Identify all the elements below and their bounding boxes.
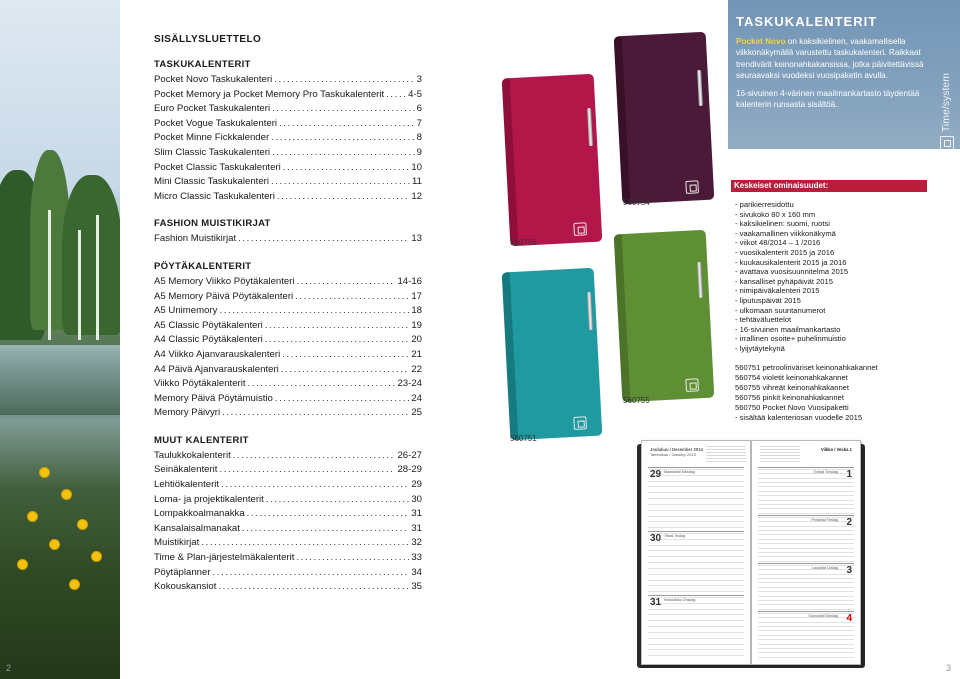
toc-entry-label: Kansalaisalmanakat [154, 522, 240, 534]
toc-entry-page: 7 [416, 117, 422, 129]
toc-leader-dots [219, 304, 409, 319]
toc-entry[interactable] [154, 566, 422, 581]
section-header [728, 0, 960, 149]
toc-entry-page: 3 [416, 74, 422, 85]
toc-entry-label: Loma- ja projektikalenterit [154, 493, 264, 505]
toc-section-heading: TASKUKALENTERIT [154, 59, 251, 70]
toc-entry-label: Seinäkalenterit [154, 464, 218, 476]
page-number-left: 2 [6, 663, 12, 673]
toc-entry[interactable] [154, 348, 422, 363]
product-item: 560755 vihreät keinonahkakannet [735, 383, 849, 392]
toc-entry[interactable] [154, 319, 422, 334]
toc-entry-label: Slim Classic Taskukalenteri [154, 146, 271, 158]
toc-entry-page: 14-16 [397, 275, 422, 287]
toc-leader-dots [265, 319, 410, 334]
toc-leader-dots [266, 493, 409, 508]
toc-entry-page: 12 [411, 190, 422, 202]
toc-entry-page: 31 [411, 522, 422, 534]
toc-entry[interactable] [154, 146, 422, 161]
diary-day-number: 29 [650, 469, 662, 480]
toc-entry-label: A4 Viikko Ajanvarauskalenteri [154, 348, 281, 360]
toc-entry-page: 18 [411, 305, 422, 317]
page-number-right: 3 [946, 663, 952, 673]
toc-entry-label: Taulukkokalenterit [154, 449, 231, 461]
toc-entry-label: A4 Päivä Ajanvarauskalenteri [154, 363, 279, 375]
feature-item: - parikierresidottu [735, 200, 794, 209]
planner-pink [502, 74, 603, 247]
toc-entry[interactable] [154, 449, 422, 464]
toc-entry[interactable] [154, 175, 422, 190]
brand-logo: Time/system [940, 40, 954, 150]
toc-entry-page: 19 [411, 319, 422, 331]
toc-leader-dots [242, 522, 409, 537]
feature-item: - ulkomaan suuntanumerot [735, 305, 826, 315]
toc-entry[interactable] [154, 161, 422, 176]
toc-entry-label: Micro Classic Taskukalenteri [154, 190, 275, 202]
toc-entry-page: 30 [411, 493, 422, 505]
intro-text: Pocket Novo on kaksikielinen, vaakamallisella viikkonäkymällä varustettu taskukalenteri. Raikkaat trendivärit keinonahkakansissa, jotka päivitettävissä seuraavaksi vuodeksi vuosipaketin avulla. [736, 37, 924, 81]
nature-photo [0, 0, 120, 679]
toc-entry-page: 6 [416, 103, 422, 115]
toc-entry-page: 32 [411, 537, 422, 549]
toc-entry-page: 26-27 [397, 449, 422, 461]
table-of-contents [154, 34, 422, 595]
toc-entry-page: 35 [411, 581, 422, 593]
toc-entry-label: A5 Classic Pöytäkalenteri [154, 319, 263, 331]
toc-entry[interactable] [154, 493, 422, 508]
toc-entry-page: 13 [411, 233, 422, 245]
toc-entry[interactable] [154, 333, 422, 348]
toc-entry[interactable] [154, 507, 422, 522]
feature-item: - liputuspäivät 2015 [735, 295, 801, 305]
diary-day-number: 31 [650, 597, 662, 608]
toc-entry-page: 9 [416, 146, 422, 158]
toc-entry[interactable] [154, 363, 422, 378]
toc-leader-dots [297, 275, 396, 290]
toc-entry-label: Viikko Pöytäkalenterit [154, 378, 246, 390]
feature-item: - lyijytäytekynä [735, 343, 785, 353]
toc-entry[interactable] [154, 478, 422, 493]
toc-leader-dots [271, 175, 410, 190]
toc-entry-page: 8 [416, 132, 422, 144]
diary-day-name: Perjantai Fredag [811, 518, 838, 522]
toc-entry[interactable] [154, 190, 422, 205]
products-list [735, 363, 935, 423]
toc-leader-dots [233, 449, 396, 464]
toc-entry-label: A5 Memory Viikko Pöytäkalenteri [154, 275, 295, 287]
feature-item: - sivukoko 80 x 160 mm [735, 209, 816, 219]
toc-section-heading: MUUT KALENTERIT [154, 434, 249, 446]
toc-leader-dots [219, 463, 395, 478]
toc-entry-page: 29 [411, 479, 422, 491]
toc-entry-label: Lompakkoalmanakka [154, 508, 245, 520]
product-item: 560750 Pocket Novo Vuosipaketti [735, 403, 849, 412]
toc-entry[interactable] [154, 392, 422, 407]
feature-item: - kaksikielinen: suomi, ruotsi [735, 219, 830, 229]
toc-entry-label: Memory Päivyri [154, 407, 221, 419]
toc-entry[interactable] [154, 536, 422, 551]
toc-entry[interactable] [154, 304, 422, 319]
toc-entry-label: Lehtiökalenterit [154, 479, 220, 491]
toc-leader-dots [282, 348, 409, 363]
code-green: 560755 [623, 396, 650, 405]
toc-entry-label: A5 Unimemory [154, 305, 218, 317]
toc-entry-label: Memory Päivä Pöytämuistio [154, 392, 273, 404]
feature-item: - 16-sivuinen maailmankartasto [735, 324, 841, 334]
feature-item: - viikot 48/2014 – 1 /2016 [735, 238, 821, 248]
feature-item: - kuukausikalenterit 2015 ja 2016 [735, 257, 847, 267]
toc-entry[interactable] [154, 275, 422, 290]
toc-entry-label: Pocket Novo Taskukalenteri [154, 74, 273, 85]
toc-entry-page: 17 [411, 290, 422, 302]
code-violet: 560754 [623, 198, 650, 207]
toc-entry-page: 4-5 [408, 88, 422, 100]
toc-entry-label: Kokouskansiot [154, 581, 217, 593]
diary-day-name: Keskiviikko Onsdag [664, 598, 696, 602]
diary-day-name: Lauantai Lördag [812, 566, 838, 570]
toc-entry[interactable] [154, 102, 422, 117]
toc-entry-label: Mini Classic Taskukalenteri [154, 176, 269, 188]
toc-entry-page: 31 [411, 508, 422, 520]
diary-day-name: Maanantai Måndag [664, 470, 695, 474]
toc-leader-dots [201, 536, 409, 551]
section-title: TASKUKALENTERIT [736, 14, 878, 29]
toc-leader-dots [272, 102, 415, 117]
toc-entry-page: 28-29 [397, 464, 422, 476]
toc-entry[interactable] [154, 88, 422, 103]
toc-entry-page: 33 [411, 552, 422, 564]
diary-day-number: 30 [650, 533, 662, 544]
feature-item: - tehtäväluettelot [735, 315, 792, 325]
toc-leader-dots [247, 507, 410, 522]
planner-green [614, 230, 715, 403]
product-item: 560756 pinkit keinonahkakannet [735, 393, 844, 402]
feature-item: - avattava vuosisuunnitelma 2015 [735, 267, 849, 277]
diary-month-sub: Tammikuu / January 2015 [650, 452, 696, 457]
planner-violet [614, 32, 715, 205]
diary-day-number: 4 [846, 613, 852, 624]
diary-week: Viikko / Vecka 1 [820, 447, 852, 452]
diary-day-number: 2 [846, 517, 852, 528]
toc-entry-page: 10 [411, 161, 422, 173]
product-item: 560754 violetit keinonahkakannet [735, 373, 848, 382]
toc-entry-label: Pöytäplanner [154, 566, 211, 578]
diary-day-name: Tiistai Tisdag [664, 534, 685, 538]
toc-title: SISÄLLYSLUETTELO [154, 34, 262, 45]
product-item: 560751 petroolinväriset keinonahkakannet [735, 363, 878, 372]
toc-leader-dots [271, 131, 414, 146]
code-pink: 560756 [510, 238, 537, 247]
toc-entry[interactable] [154, 232, 422, 247]
toc-entry[interactable] [154, 580, 422, 595]
toc-entry[interactable] [154, 551, 422, 566]
diary-day-name: Sunnuntai Söndag [808, 614, 838, 618]
toc-entry[interactable] [154, 73, 422, 88]
toc-entry[interactable] [154, 131, 422, 146]
toc-entry-label: Fashion Muistikirjat [154, 233, 237, 245]
feature-item: - vaakamallinen viikkonäkymä [735, 228, 836, 238]
toc-entry[interactable] [154, 463, 422, 478]
toc-entry[interactable] [154, 406, 422, 421]
toc-leader-dots [272, 146, 415, 161]
toc-entry-page: 21 [411, 348, 422, 360]
toc-entry-page: 25 [411, 407, 422, 419]
toc-leader-dots [238, 232, 409, 247]
toc-entry-label: Time & Plan-järjestelmäkalenterit [154, 552, 295, 564]
toc-entry-page: 23-24 [397, 378, 422, 390]
toc-entry-page: 20 [411, 334, 422, 346]
toc-entry-label: A4 Classic Pöytäkalenteri [154, 334, 263, 346]
toc-leader-dots [386, 88, 406, 103]
toc-entry[interactable] [154, 117, 422, 132]
toc-entry-page: 22 [411, 363, 422, 375]
toc-entry-label: Pocket Minne Fickkalender [154, 132, 270, 144]
toc-entry-label: Pocket Classic Taskukalenteri [154, 161, 281, 173]
toc-leader-dots [279, 117, 415, 132]
code-teal: 560751 [510, 434, 537, 443]
diary-month: Joulukuu / December 2014 [650, 447, 703, 452]
toc-entry-label: Muistikirjat [154, 537, 200, 549]
toc-entry[interactable] [154, 522, 422, 537]
toc-leader-dots [248, 377, 396, 392]
toc-leader-dots [222, 406, 409, 421]
toc-entry-label: A5 Memory Päivä Pöytäkalenteri [154, 290, 294, 302]
diary-day-name: Torstai Torsdag [813, 470, 838, 474]
toc-leader-dots [296, 551, 409, 566]
atlas-note: 16-sivuinen 4-värinen maailmankartasto täydentää kalenterin runsasta sisältöä. [736, 88, 920, 110]
diary-day-number: 1 [846, 469, 852, 480]
feature-item: - kansalliset pyhäpäivät 2015 [735, 276, 833, 286]
feature-item: - irrallinen osoite+ puhelinmuistio [735, 334, 846, 344]
toc-leader-dots [265, 333, 410, 348]
toc-leader-dots [277, 190, 409, 205]
toc-section-heading: PÖYTÄKALENTERIT [154, 260, 252, 272]
feature-item: - nimipäiväkalenteri 2015 [735, 286, 820, 296]
toc-entry-label: Pocket Memory ja Pocket Memory Pro Taskukalenterit [154, 88, 385, 100]
toc-leader-dots [218, 580, 409, 595]
product-item: - sisältää kalenteriosan vuodelle 2015 [735, 413, 863, 422]
toc-leader-dots [274, 73, 414, 88]
toc-leader-dots [295, 290, 409, 305]
diary-day-number: 3 [846, 565, 852, 576]
feature-item: - vuosikalenterit 2015 ja 2016 [735, 247, 835, 257]
diary-spread [641, 440, 861, 665]
features-list [735, 200, 935, 354]
toc-leader-dots [213, 566, 410, 581]
toc-entry-page: 34 [411, 566, 422, 578]
toc-section-heading: FASHION MUISTIKIRJAT [154, 218, 271, 230]
toc-entry-page: 24 [411, 392, 422, 404]
toc-entry-label: Euro Pocket Taskukalenteri [154, 103, 271, 115]
toc-leader-dots [275, 392, 409, 407]
toc-entry-page: 11 [412, 176, 422, 188]
toc-leader-dots [221, 478, 409, 493]
toc-leader-dots [281, 363, 410, 378]
toc-leader-dots [283, 161, 410, 176]
toc-entry[interactable] [154, 290, 422, 305]
toc-entry-label: Pocket Vogue Taskukalenteri [154, 117, 278, 129]
features-heading: Keskeiset ominaisuudet: [731, 180, 927, 192]
toc-entry[interactable] [154, 377, 422, 392]
